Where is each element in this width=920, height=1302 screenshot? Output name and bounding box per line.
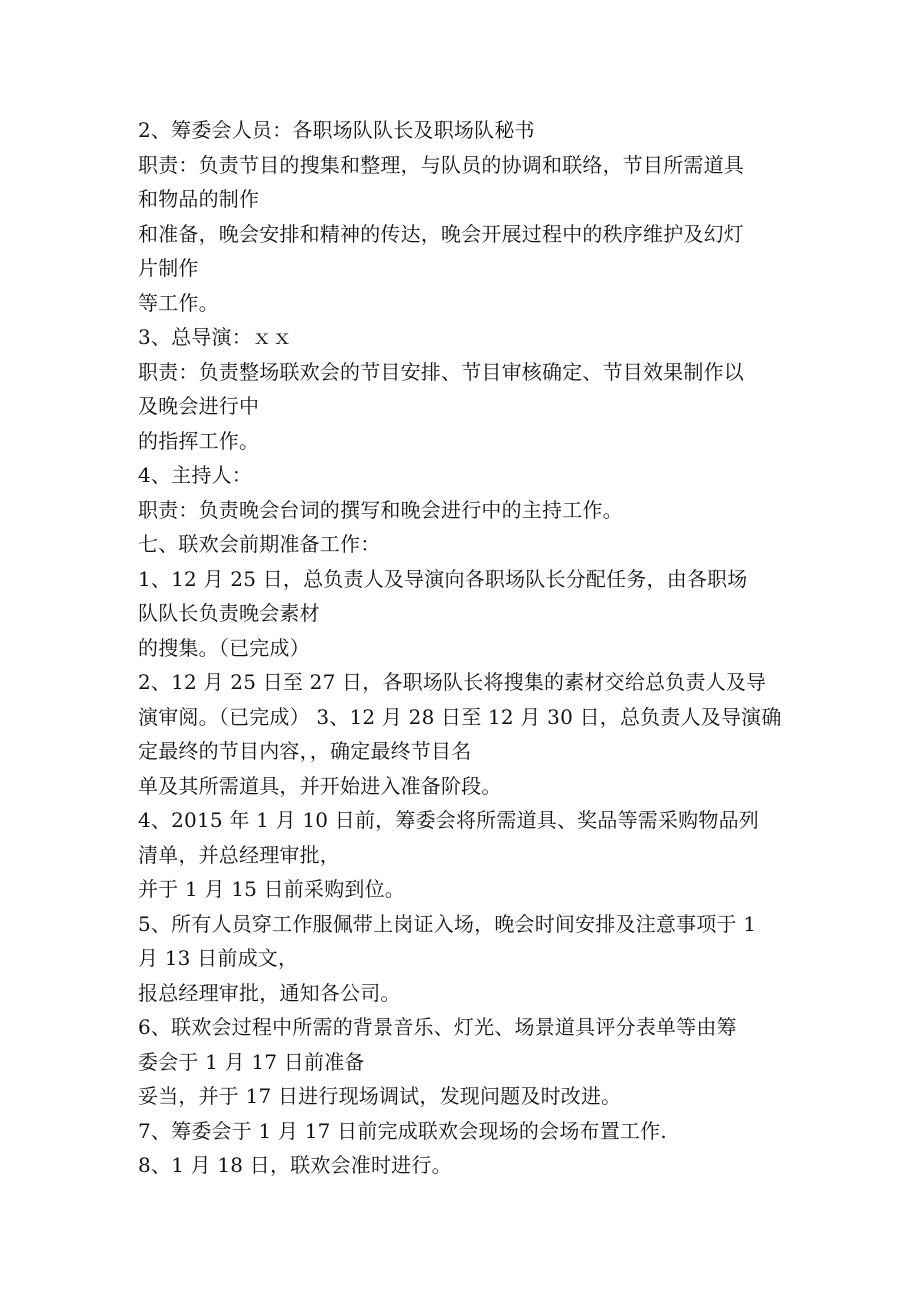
text-line: 2、筹委会人员：各职场队队长及职场队秘书 [138, 118, 535, 142]
text-line: 并于 1 月 15 日前采购到位。 [138, 877, 406, 901]
text-line: 报总经理审批，通知各公司。 [138, 980, 401, 1005]
text-line: 职责：负责整场联欢会的节目安排、节目审核确定、节目效果制作以 [138, 359, 744, 384]
text-line: 6、联欢会过程中所需的背景音乐、灯光、场景道具评分表单等由筹 [138, 1015, 737, 1039]
text-line: 职责：负责晚会台词的撰写和晚会进行中的主持工作。 [138, 497, 623, 522]
text-line: 及晚会进行中 [138, 394, 260, 418]
text-line: 委会于 1 月 17 日前准备 [138, 1049, 365, 1074]
text-line: 月 13 日前成文， [138, 946, 299, 970]
text-line: 职责：负责节目的搜集和整理，与队员的协调和联络，节目所需道具 [138, 152, 744, 177]
text-line: 演审阅。（已完成） 3、12 月 28 日至 12 月 30 日，总负责人及导演确 [138, 704, 782, 729]
text-line: 等工作。 [138, 290, 219, 315]
text-line: 5、所有人员穿工作服佩带上岗证入场，晚会时间安排及注意事项于 1 [138, 911, 757, 936]
text-line: 妥当，并于 17 日进行现场调试，发现问题及时改进。 [138, 1084, 622, 1108]
text-line: 和物品的制作 [138, 187, 260, 211]
text-line: 的指挥工作。 [138, 428, 260, 453]
section-heading: 七、联欢会前期准备工作： [138, 532, 381, 556]
document-body [138, 113, 798, 1183]
text-line: 和准备，晚会安排和精神的传达，晚会开展过程中的秩序维护及幻灯 [138, 221, 744, 246]
text-line: 队队长负责晚会素材 [138, 601, 320, 625]
text-line: 清单，并总经理审批， [138, 842, 340, 867]
text-line: 4、主持人： [138, 463, 252, 487]
text-line: 的搜集。（已完成） [138, 635, 310, 660]
text-line: 3、总导演：ｘｘ [138, 325, 293, 349]
text-line: 单及其所需道具，并开始进入准备阶段。 [138, 773, 502, 798]
text-line: 定最终的节目内容，，确定最终节目名 [138, 739, 472, 763]
text-line: 8、1 月 18 日，联欢会准时进行。 [138, 1153, 452, 1177]
text-line: 片制作 [138, 256, 199, 280]
text-line: 4、2015 年 1 月 10 日前，筹委会将所需道具、奖品等需采购物品列 [138, 808, 759, 832]
text-line: 2、12 月 25 日至 27 日，各职场队长将搜集的素材交给总负责人及导 [138, 670, 767, 694]
text-line: 7、筹委会于 1 月 17 日前完成联欢会现场的会场布置工作. [138, 1118, 667, 1143]
text-line: 1、12 月 25 日，总负责人及导演向各职场队长分配任务，由各职场 [138, 566, 748, 591]
